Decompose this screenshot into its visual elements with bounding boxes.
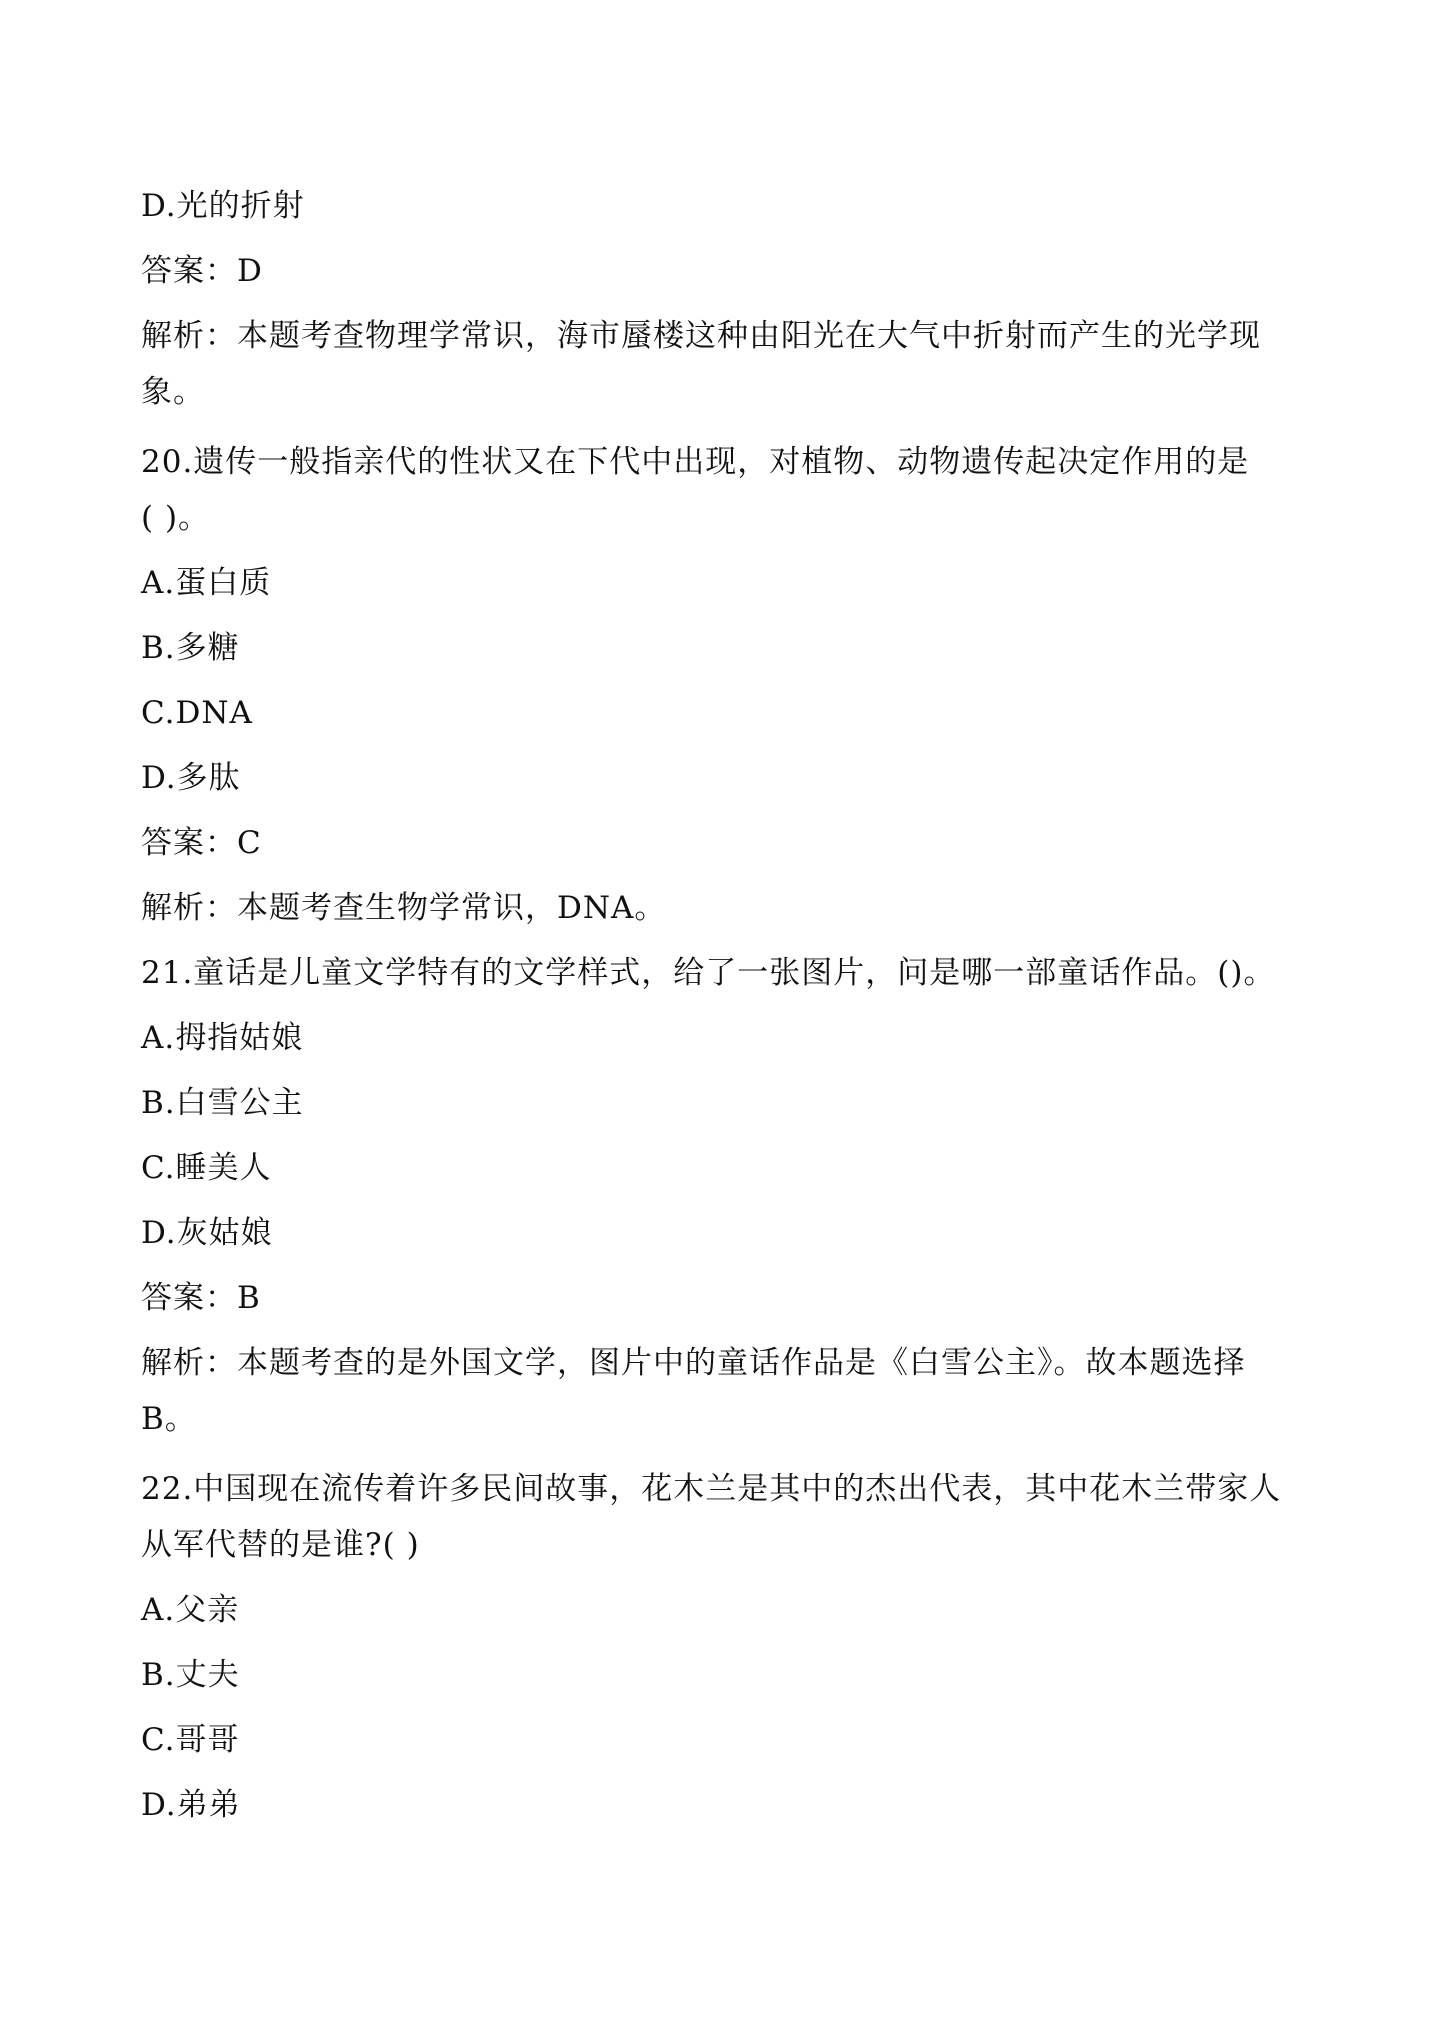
q19-answer: 答案：D — [141, 253, 263, 289]
q19-option-d: D.光的折射 — [141, 188, 305, 224]
q22-option-d: D.弟弟 — [141, 1787, 241, 1823]
q22-question-line2: 从军代替的是谁?( ) — [141, 1527, 420, 1563]
q22-question-line1: 22.中国现在流传着许多民间故事，花木兰是其中的杰出代表，其中花木兰带家人 — [141, 1471, 1282, 1507]
q22-option-b: B.丈夫 — [141, 1657, 240, 1693]
q19-analysis-line2: 象。 — [141, 374, 205, 410]
q21-option-c: C.睡美人 — [141, 1150, 272, 1186]
q21-answer: 答案：B — [141, 1280, 261, 1316]
q20-question-line2: ( )。 — [141, 500, 211, 536]
q21-option-a: A.拇指姑娘 — [141, 1020, 304, 1056]
q21-analysis-line1: 解析：本题考查的是外国文学，图片中的童话作品是《白雪公主》。故本题选择 — [141, 1345, 1246, 1381]
q20-question-line1: 20.遗传一般指亲代的性状又在下代中出现，对植物、动物遗传起决定作用的是 — [141, 444, 1250, 480]
q20-analysis: 解析：本题考查生物学常识，DNA。 — [141, 890, 667, 926]
q21-question: 21.童话是儿童文学特有的文学样式，给了一张图片，问是哪一部童话作品。()。 — [141, 955, 1276, 991]
q21-analysis-line2: B。 — [141, 1401, 197, 1437]
q22-option-c: C.哥哥 — [141, 1722, 240, 1758]
q20-option-c: C.DNA — [141, 695, 253, 731]
q20-option-d: D.多肽 — [141, 760, 241, 796]
q21-option-b: B.白雪公主 — [141, 1085, 304, 1121]
q20-option-b: B.多糖 — [141, 630, 240, 666]
q20-answer: 答案：C — [141, 825, 262, 861]
q20-option-a: A.蛋白质 — [141, 565, 272, 601]
q19-analysis-line1: 解析：本题考查物理学常识，海市蜃楼这种由阳光在大气中折射而产生的光学现 — [141, 318, 1261, 354]
q22-option-a: A.父亲 — [141, 1592, 240, 1628]
q21-option-d: D.灰姑娘 — [141, 1215, 273, 1251]
